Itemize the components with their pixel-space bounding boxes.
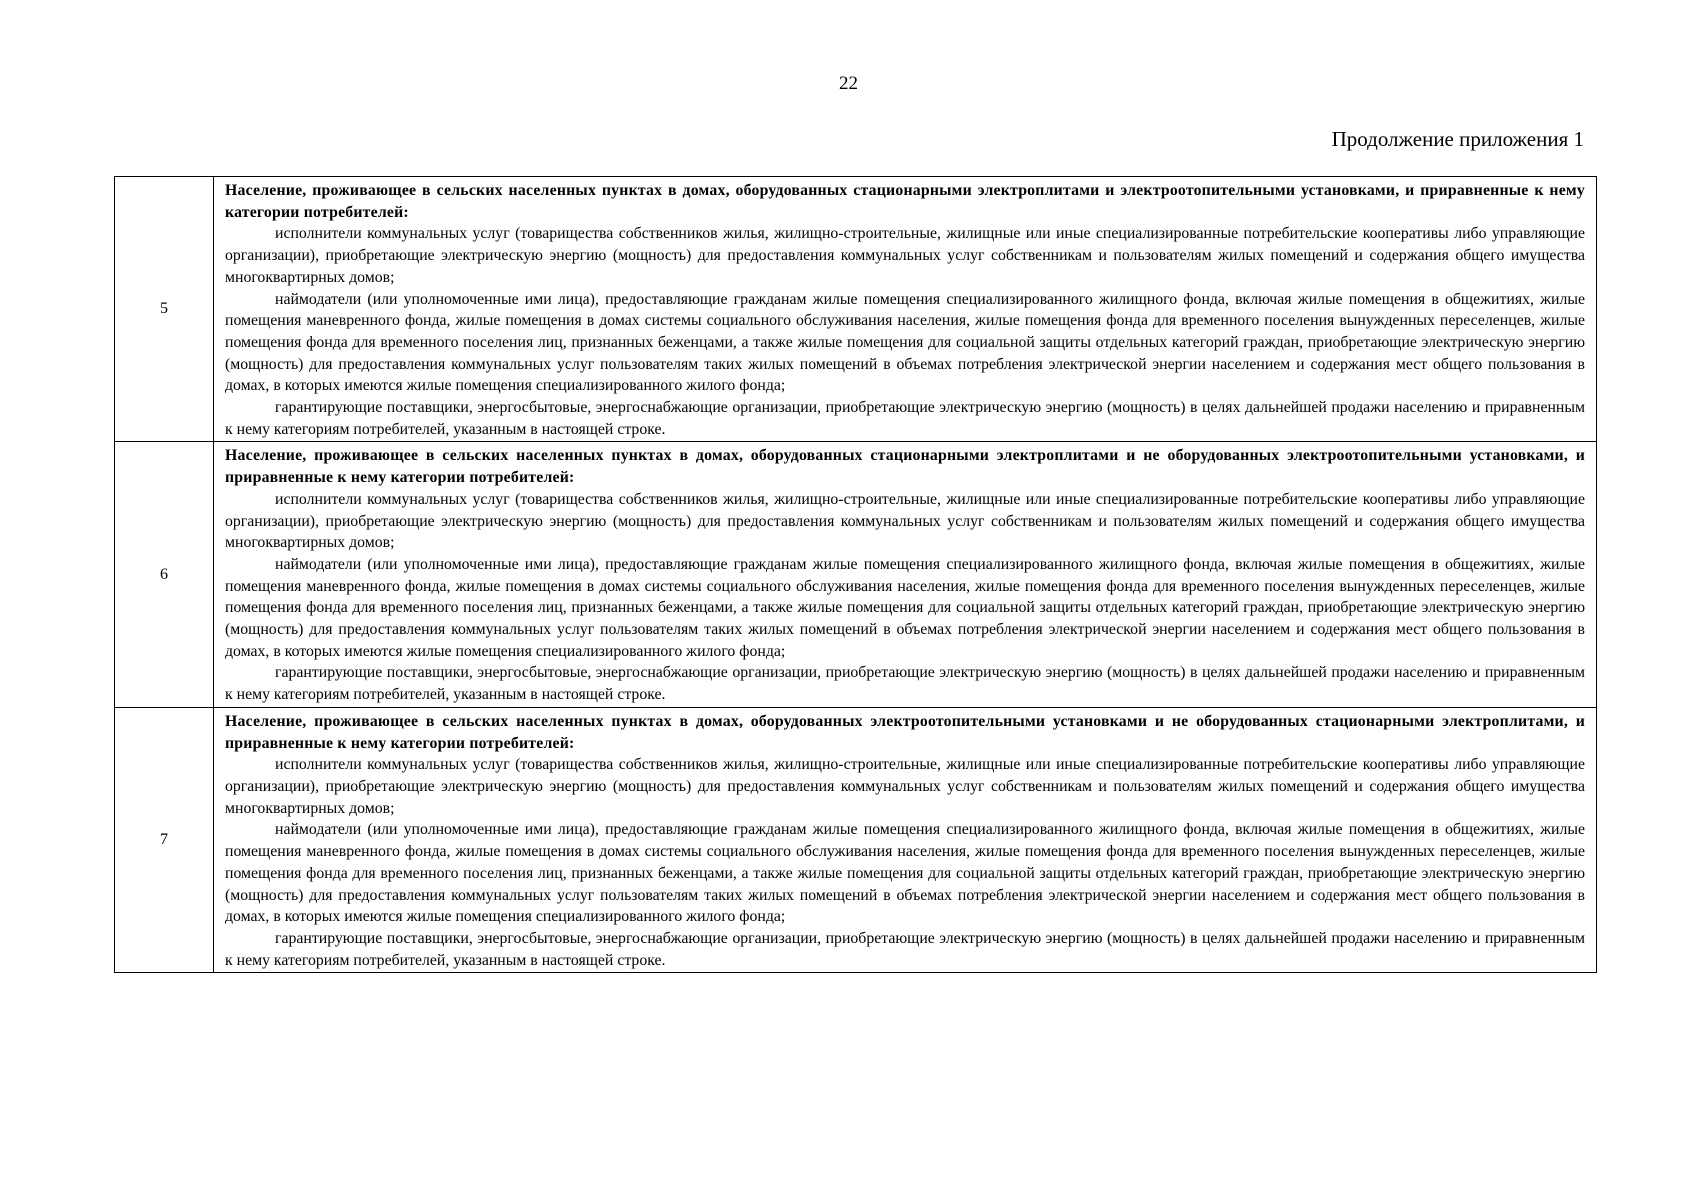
- row-paragraph: исполнители коммунальных услуг (товарищества собственников жилья, жилищно-строительные, жилищные или иные специализированные потребительские кооперативы либо управляющие организации), приобретающие электрическую энергию (мощность) для предоставления коммунальных услуг собственникам и пользователям жилых помещений и содержания общего имущества многоквартирных домов;: [225, 490, 1585, 552]
- row-content: [214, 707, 1597, 972]
- row-paragraph: исполнители коммунальных услуг (товарищества собственников жилья, жилищно-строительные, жилищные или иные специализированные потребительские кооперативы либо управляющие организации), приобретающие электрическую энергию (мощность) для предоставления коммунальных услуг собственникам и пользователям жилых помещений и содержания общего имущества многоквартирных домов;: [225, 756, 1585, 817]
- row-content: [214, 442, 1597, 707]
- row-heading: Население, проживающее в сельских населенных пунктах в домах, оборудованных стационарными электроплитами и электроотопительными установками, и приравненные к нему категории потребителей:: [225, 182, 1585, 221]
- row-number: 7: [115, 707, 214, 972]
- page-number: 22: [839, 73, 858, 94]
- table-row: [115, 442, 1597, 707]
- row-paragraph: исполнители коммунальных услуг (товарищества собственников жилья, жилищно-строительные, жилищные или иные специализированные потребительские кооперативы либо управляющие организации), приобретающие электрическую энергию (мощность) для предоставления коммунальных услуг собственникам и пользователям жилых помещений и содержания общего имущества многоквартирных домов;: [225, 225, 1585, 286]
- consumer-categories-table: [114, 176, 1597, 973]
- appendix-continuation-note: Продолжение приложения 1: [1331, 127, 1584, 151]
- row-number: 6: [115, 442, 214, 707]
- row-paragraph: наймодатели (или уполномоченные ими лица), предоставляющие гражданам жилые помещения специализированного жилищного фонда, включая жилые помещения в общежитиях, жилые помещения маневренного фонда, жилые помещения в домах системы социального обслуживания населения, жилые помещения фонда для временного поселения вынужденных переселенцев, жилые помещения фонда для временного поселения лиц, признанных беженцами, а также жилые помещения для социальной защиты отдельных категорий граждан, приобретающие электрическую энергию (мощность) для предоставления коммунальных услуг пользователям таких жилых помещений в объемах потребления электрической энергии населением и содержания мест общего пользования в домах, в которых имеются жилые помещения специализированного жилого фонда;: [225, 290, 1585, 395]
- row-paragraph: наймодатели (или уполномоченные ими лица), предоставляющие гражданам жилые помещения специализированного жилищного фонда, включая жилые помещения в общежитиях, жилые помещения маневренного фонда, жилые помещения в домах системы социального обслуживания населения, жилые помещения фонда для временного поселения вынужденных переселенцев, жилые помещения фонда для временного поселения лиц, признанных беженцами, а также жилые помещения для социальной защиты отдельных категорий граждан, приобретающие электрическую энергию (мощность) для предоставления коммунальных услуг пользователям таких жилых помещений в объемах потребления электрической энергии населением и содержания мест общего пользования в домах, в которых имеются жилые помещения специализированного жилого фонда;: [225, 821, 1585, 926]
- row-heading: Население, проживающее в сельских населенных пунктах в домах, оборудованных электроотопительными установками и не оборудованных стационарными электроплитами, и приравненные к нему категории потребителей:: [225, 712, 1585, 752]
- table-row: [115, 707, 1597, 972]
- row-content: [214, 177, 1597, 442]
- row-paragraph: гарантирующие поставщики, энергосбытовые, энергоснабжающие организации, приобретающие электрическую энергию (мощность) в целях дальнейшей продажи населению и приравненным к нему категориям потребителей, указанным в настоящей строке.: [225, 664, 1585, 704]
- table-row: [115, 177, 1597, 442]
- row-paragraph: гарантирующие поставщики, энергосбытовые, энергоснабжающие организации, приобретающие электрическую энергию (мощность) в целях дальнейшей продажи населению и приравненным к нему категориям потребителей, указанным в настоящей строке.: [225, 399, 1585, 438]
- row-number: 5: [115, 177, 214, 442]
- row-paragraph: гарантирующие поставщики, энергосбытовые, энергоснабжающие организации, приобретающие электрическую энергию (мощность) в целях дальнейшей продажи населению и приравненным к нему категориям потребителей, указанным в настоящей строке.: [225, 929, 1585, 969]
- row-heading: Население, проживающее в сельских населенных пунктах в домах, оборудованных стационарными электроплитами и не оборудованных электроотопительными установками, и приравненные к нему категории потребителей:: [225, 447, 1585, 487]
- row-paragraph: наймодатели (или уполномоченные ими лица), предоставляющие гражданам жилые помещения специализированного жилищного фонда, включая жилые помещения в общежитиях, жилые помещения маневренного фонда, жилые помещения в домах системы социального обслуживания населения, жилые помещения фонда для временного поселения вынужденных переселенцев, жилые помещения фонда для временного поселения лиц, признанных беженцами, а также жилые помещения для социальной защиты отдельных категорий граждан, приобретающие электрическую энергию (мощность) для предоставления коммунальных услуг пользователям таких жилых помещений в объемах потребления электрической энергии населением и содержания мест общего пользования в домах, в которых имеются жилые помещения специализированного жилого фонда;: [225, 555, 1585, 660]
